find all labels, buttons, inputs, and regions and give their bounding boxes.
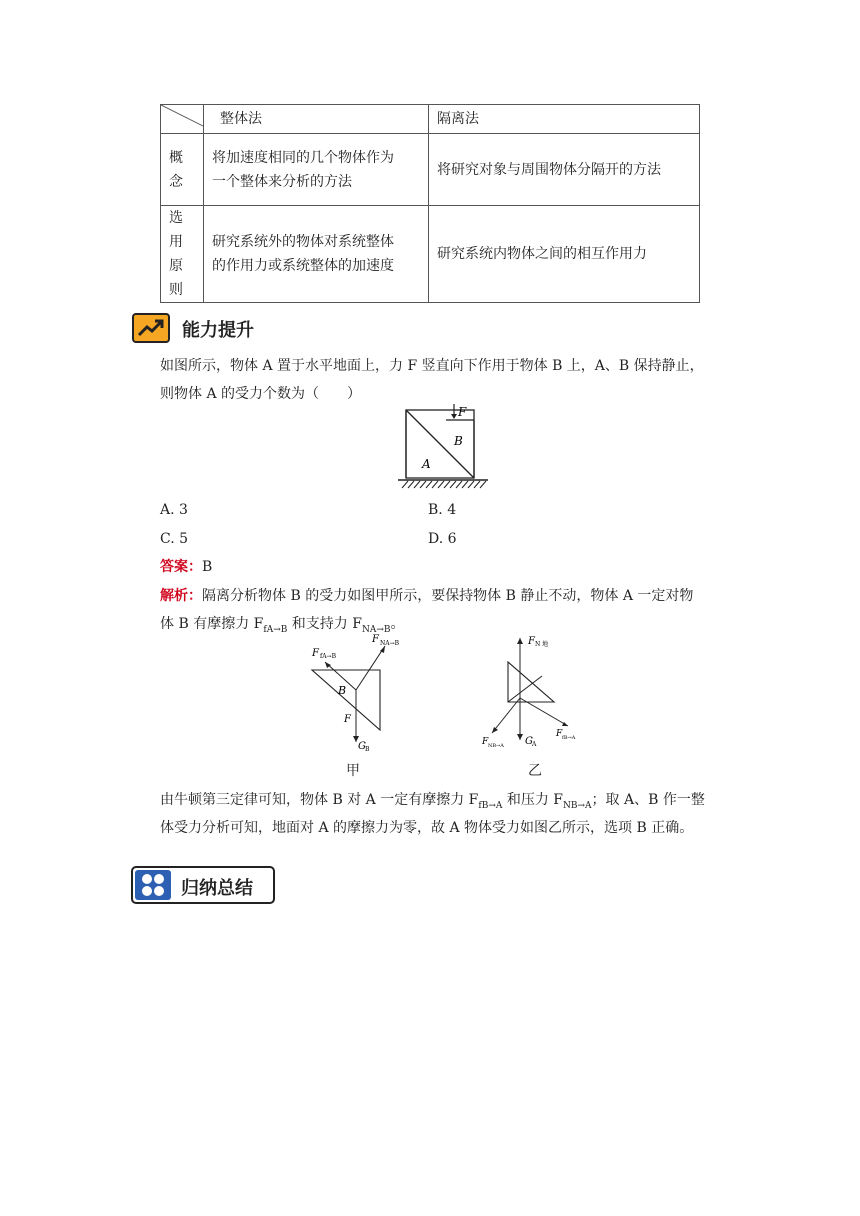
table-cell [204, 206, 429, 303]
table-cell: 将研究对象与周围物体分隔开的方法 [429, 134, 700, 206]
option-a[interactable]: A. 3 [160, 502, 188, 518]
conclusion-line-2: 体受力分析可知，地面对 A 的摩擦力为零，故 A 物体受力如图乙所示，选项 B 正确。 [160, 820, 694, 836]
section-title-summary: 归纳总结 [181, 878, 253, 899]
label-force: F [344, 714, 351, 725]
answer-value: B [202, 559, 213, 575]
label-support: F [372, 634, 379, 645]
label-B: B [454, 434, 463, 448]
subscript: NA→B [361, 624, 391, 635]
analysis-label: 解析： [160, 588, 202, 604]
option-b[interactable]: B. 4 [428, 502, 457, 518]
subscript: fA→B [263, 624, 288, 635]
label-gravity-sub: A [532, 741, 537, 748]
option-c[interactable]: C. 5 [160, 531, 189, 547]
caption-jia: 甲 [346, 763, 360, 779]
label-ground-normal: F [528, 636, 535, 647]
analysis-text: 和支持力 F [287, 616, 362, 632]
subscript: NB→A [563, 800, 592, 811]
label-gravity: G [525, 736, 533, 747]
question-line-1: 如图所示，物体 A 置于水平地面上，力 F 竖直向下作用于物体 B 上，A、B 保持静止， [160, 358, 704, 374]
force-diagram-jia [300, 630, 410, 755]
analysis-line-1 [160, 582, 740, 610]
force-diagram-yi [470, 630, 590, 755]
analysis-text: 体 B 有摩擦力 F [160, 616, 264, 632]
label-ground-normal-sub: N 地 [535, 641, 549, 648]
label-B: B [338, 684, 347, 697]
table-row [161, 206, 700, 303]
label-friction-sub: fB→A [562, 735, 576, 741]
analysis-line-2 [160, 610, 700, 644]
comparison-table [160, 104, 700, 303]
cell-line: 一个整体来分析的方法 [212, 173, 352, 190]
conclusion-text: 和压力 F [502, 792, 563, 808]
section-header-summary [131, 866, 275, 904]
clover-icon [135, 870, 171, 900]
option-d[interactable]: D. 6 [428, 531, 457, 547]
table-cell: 研究系统内物体之间的相互作用力 [429, 206, 700, 303]
row-label [161, 206, 204, 303]
label-pressure-sub: NB→A [488, 743, 504, 749]
row-label: 概念 [161, 134, 204, 206]
label-F: F [458, 405, 467, 419]
conclusion-text: 由牛顿第三定律可知，物体 B 对 A 一定有摩擦力 F [160, 792, 479, 808]
cell-line: 选用 [169, 210, 183, 250]
question-line-2: 则物体 A 的受力个数为（ ） [160, 386, 362, 402]
analysis-text: 隔离分析物体 B 的受力如图甲所示，要保持物体 B 静止不动，物体 A 一定对物 [202, 588, 694, 604]
diagonal-header-cell [161, 105, 204, 134]
table-cell [204, 134, 429, 206]
cell-line: 将加速度相同的几个物体作为 [212, 149, 394, 166]
caption-yi: 乙 [528, 763, 542, 779]
trend-up-icon [132, 313, 170, 343]
answer-label: 答案： [160, 559, 202, 575]
label-A: A [422, 457, 431, 471]
cell-line: 的作用力或系统整体的加速度 [212, 258, 394, 274]
cell-line: 原则 [169, 258, 183, 298]
cell-line: 研究系统外的物体对系统整体 [212, 234, 394, 250]
table-header-row [161, 105, 700, 134]
section-title-ability: 能力提升 [182, 320, 254, 341]
label-pressure: F [482, 737, 489, 747]
block-diagram [396, 400, 492, 492]
label-support-sub: NA→B [380, 640, 400, 647]
label-friction: F [312, 648, 319, 659]
analysis-text: 。 [390, 616, 405, 632]
header-whole-method: 整体法 [204, 105, 429, 134]
label-friction-sub: fA→B [320, 653, 336, 660]
label-friction: F [556, 729, 563, 739]
label-gravity: G [358, 741, 366, 752]
conclusion-text: ；取 A、B 作一整 [591, 792, 705, 808]
table-row [161, 134, 700, 206]
label-gravity-sub: B [365, 746, 370, 753]
subscript: fB→A [478, 800, 503, 811]
header-isolation-method: 隔离法 [429, 105, 700, 134]
answer-line [160, 553, 700, 581]
